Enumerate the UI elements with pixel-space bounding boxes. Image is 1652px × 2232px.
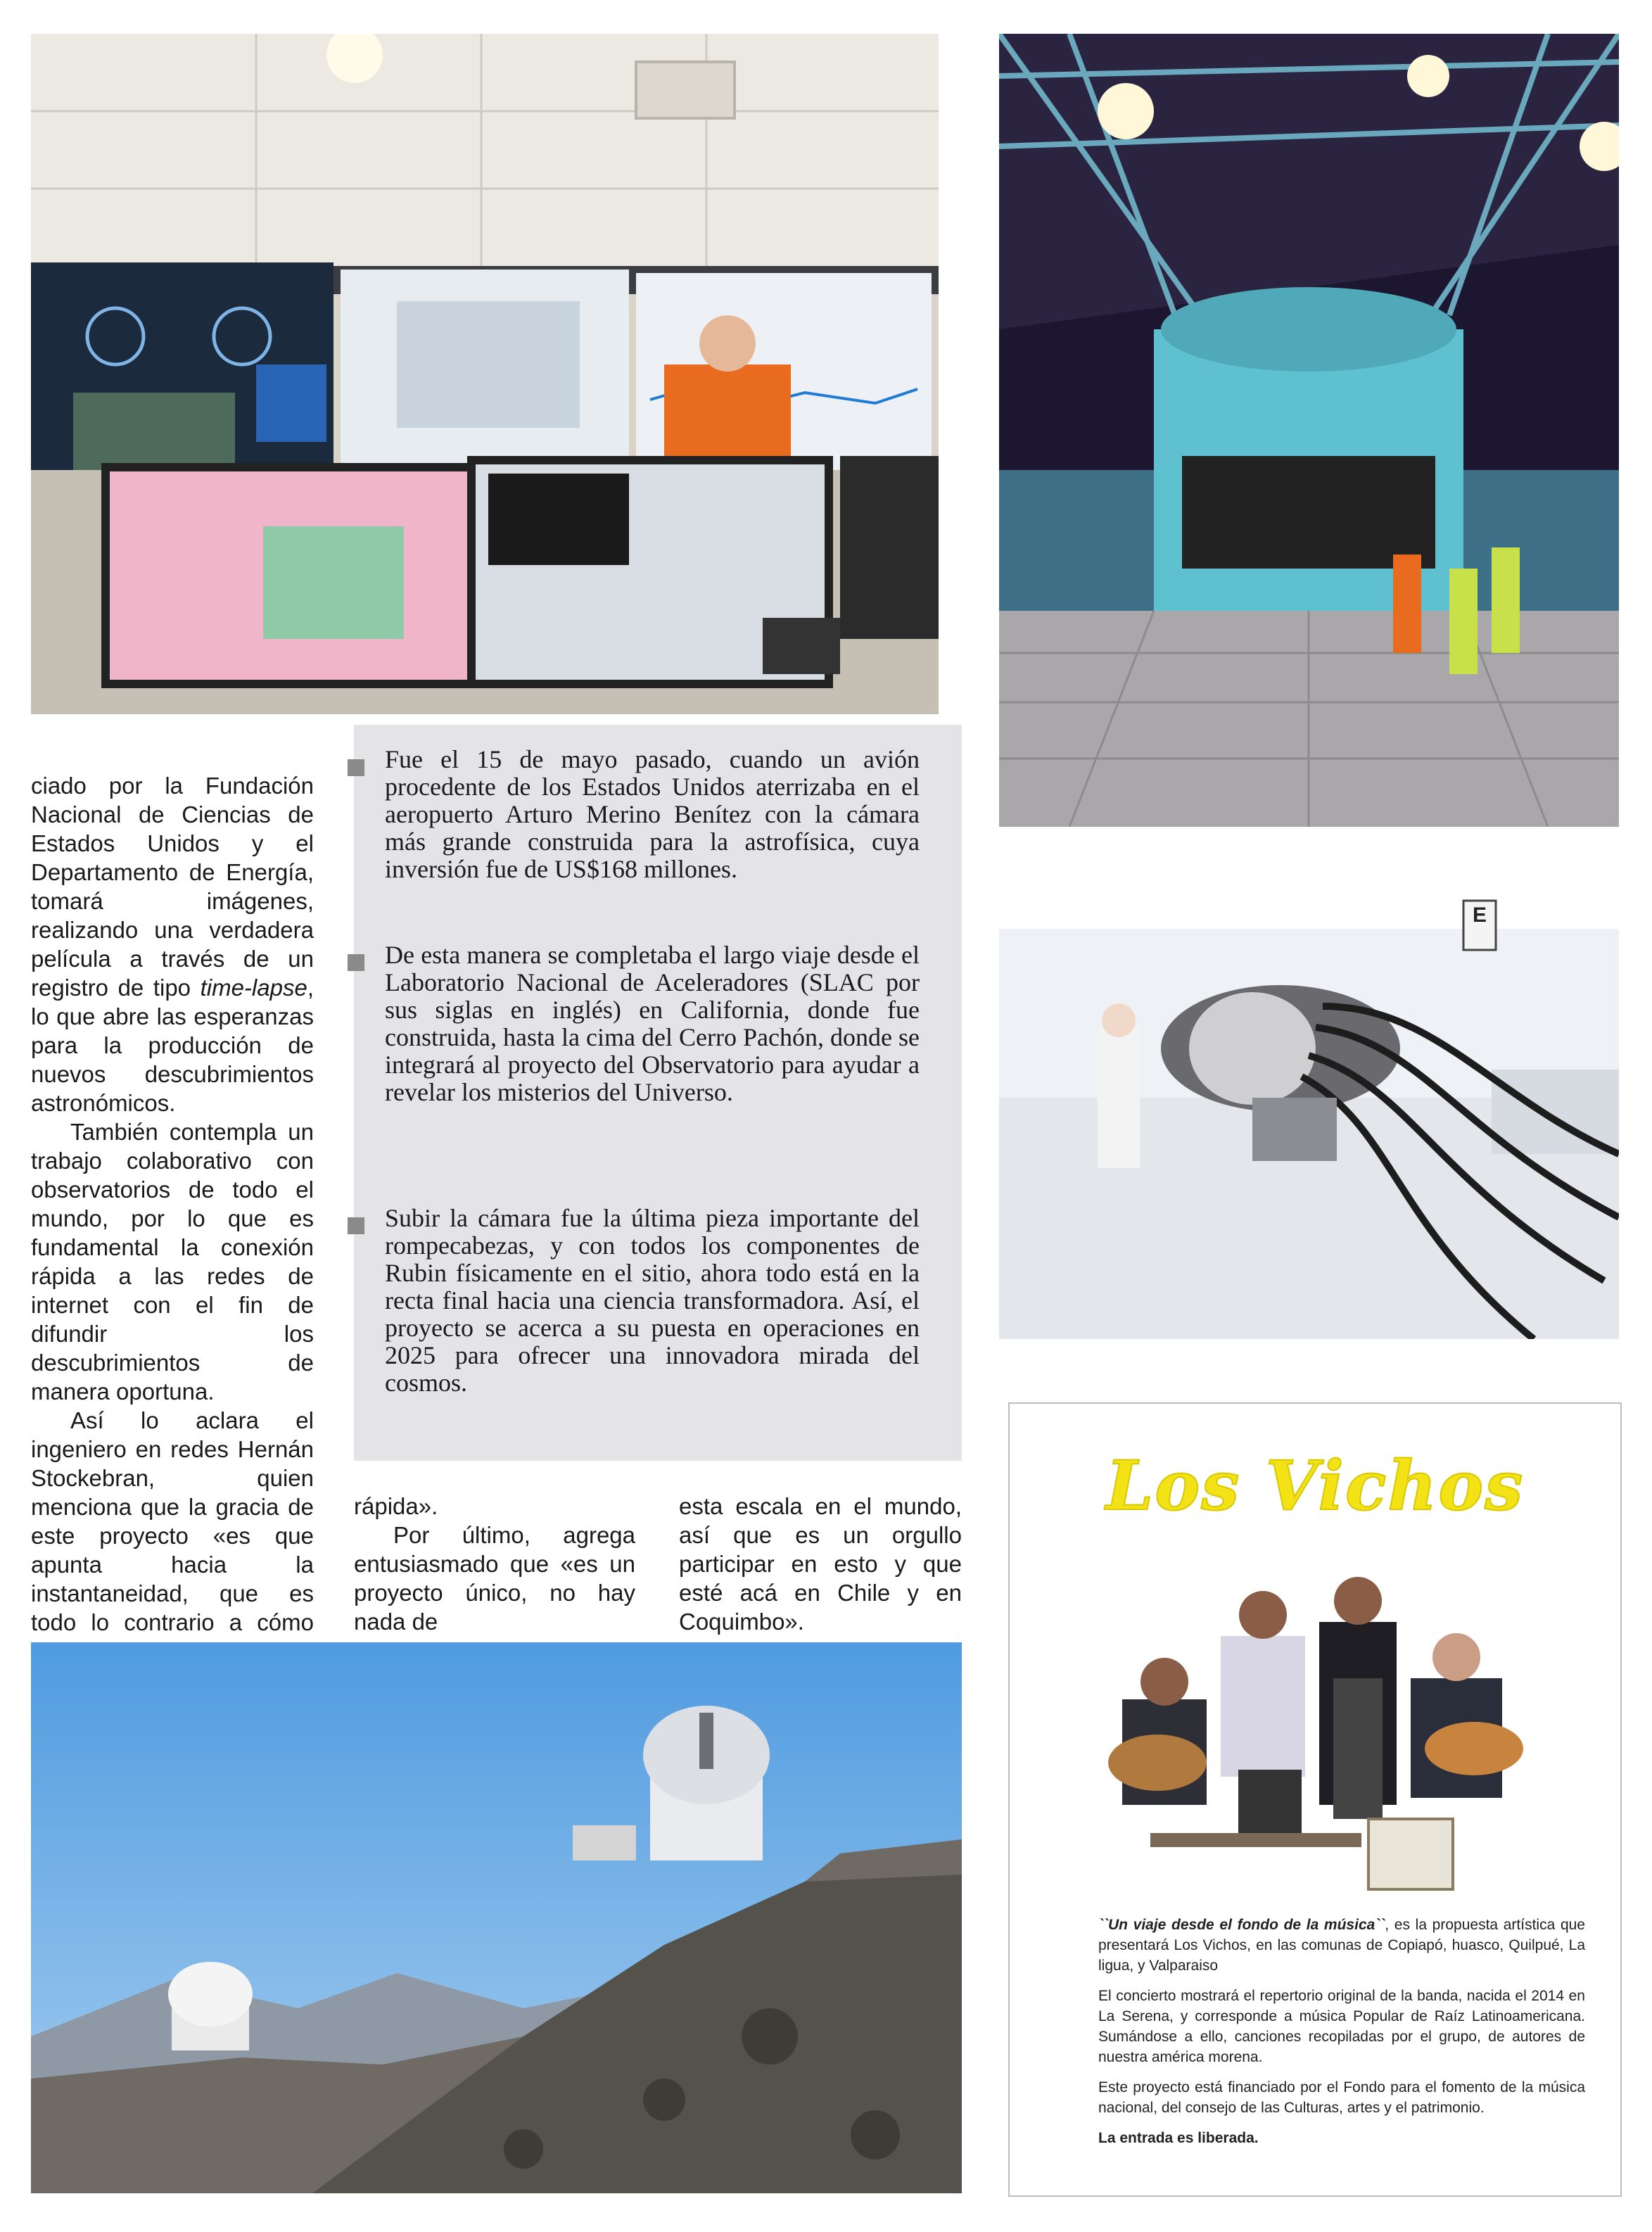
ad-paragraph-4: La entrada es liberada. [1098, 2130, 1259, 2146]
col1-paragraph-3: Así lo aclara el ingeniero en redes Hernán Stockebran, quien menciona que la gracia de este proyecto «es que apunta hacia la instantaneidad, que es todo lo contrario a cómo [31, 1407, 314, 1635]
control-room-photo [31, 34, 939, 714]
ad-text [1098, 1915, 1585, 2158]
callout-bullet [348, 954, 364, 971]
column-1 [31, 771, 314, 1781]
callout-bullet [348, 759, 364, 776]
callout-paragraph-1: Fue el 15 de mayo pasado, cuando un avión procedente de los Estados Unidos aterrizaba en el aeropuerto Arturo Merino Benítez con la cámara más grande construida para la astrofísica, cuya inversión fue de US$168 millones. [385, 745, 920, 883]
column-3 [679, 1492, 962, 1636]
observatory-mountain-photo [31, 1642, 962, 2193]
ad-paragraph-1: ``Un viaje desde el fondo de la música``, es la propuesta artística que presentará Los Vichos, en las comunas de Copiapó, huasco, Quilpué, La ligua, y Valparaiso [1098, 1917, 1585, 1974]
concert-advertisement [1008, 1402, 1622, 2197]
ad-paragraph-2: El concierto mostrará el repertorio original de la banda, nacida el 2014 en La Serena, y corresponde a música Popular de Raíz Latinoamericana. Sumándose a ello, canciones recopiladas por el grupo, de autores de nuestra américa morena. [1098, 1988, 1585, 2065]
callout-paragraph-3: Subir la cámara fue la última pieza importante del rompecabezas, y con todos los componentes de Rubin físicamente en el sitio, ahora todo está en la recta final hacia una ciencia transformadora. Así, el proyecto se acerca a su puesta en operaciones en 2025 para ofrecer una innovadora mirada del cosmos. [385, 1204, 920, 1397]
col1-paragraph-1: ciado por la Fundación Nacional de Ciencias de Estados Unidos y el Departamento de Energía, tomará imágenes, realizando una verdadera película a través de un registro de tipo time-lapse, lo que abre las esperanzas para la producción de nuevos descubrimientos astronómicos. [31, 773, 314, 1116]
column-2 [354, 1492, 635, 1636]
band-photo [1108, 1537, 1530, 1896]
camera-lab-photo [999, 887, 1619, 1339]
callout-paragraph-2: De esta manera se completaba el largo viaje desde el Laboratorio Nacional de Aceleradores (SLAC por sus siglas en inglés) en California, donde fue construida, hasta la cima del Cerro Pachón, donde se integrará al proyecto del Observatorio para ayudar a revelar los misterios del Universo. [385, 941, 920, 1106]
col2-paragraph-2: Por último, agrega entusiasmado que «es un proyecto único, no hay nada de [354, 1522, 635, 1635]
lab-sign-letter: E [1472, 903, 1487, 927]
band-logo: Los Vichos [1105, 1446, 1525, 1526]
col3-paragraph-1: esta escala en el mundo, así que es un orgullo participar en esto y que esté acá en Chile y en Coquimbo». [679, 1493, 962, 1635]
ad-paragraph-3: Este proyecto está financiado por el Fondo para el fomento de la música nacional, del consejo de las Culturas, artes y el patrimonio. [1098, 2079, 1585, 2116]
col1-paragraph-2: También contempla un trabajo colaborativo con observatorios de todo el mundo, por lo que es fundamental la conexión rápida a las redes de internet con el fin de difundir los descubrimientos de manera oportuna. [31, 1119, 314, 1404]
callout-bullet [348, 1217, 364, 1234]
col2-paragraph-1: rápida». [354, 1493, 438, 1519]
telescope-structure-photo [999, 34, 1619, 827]
